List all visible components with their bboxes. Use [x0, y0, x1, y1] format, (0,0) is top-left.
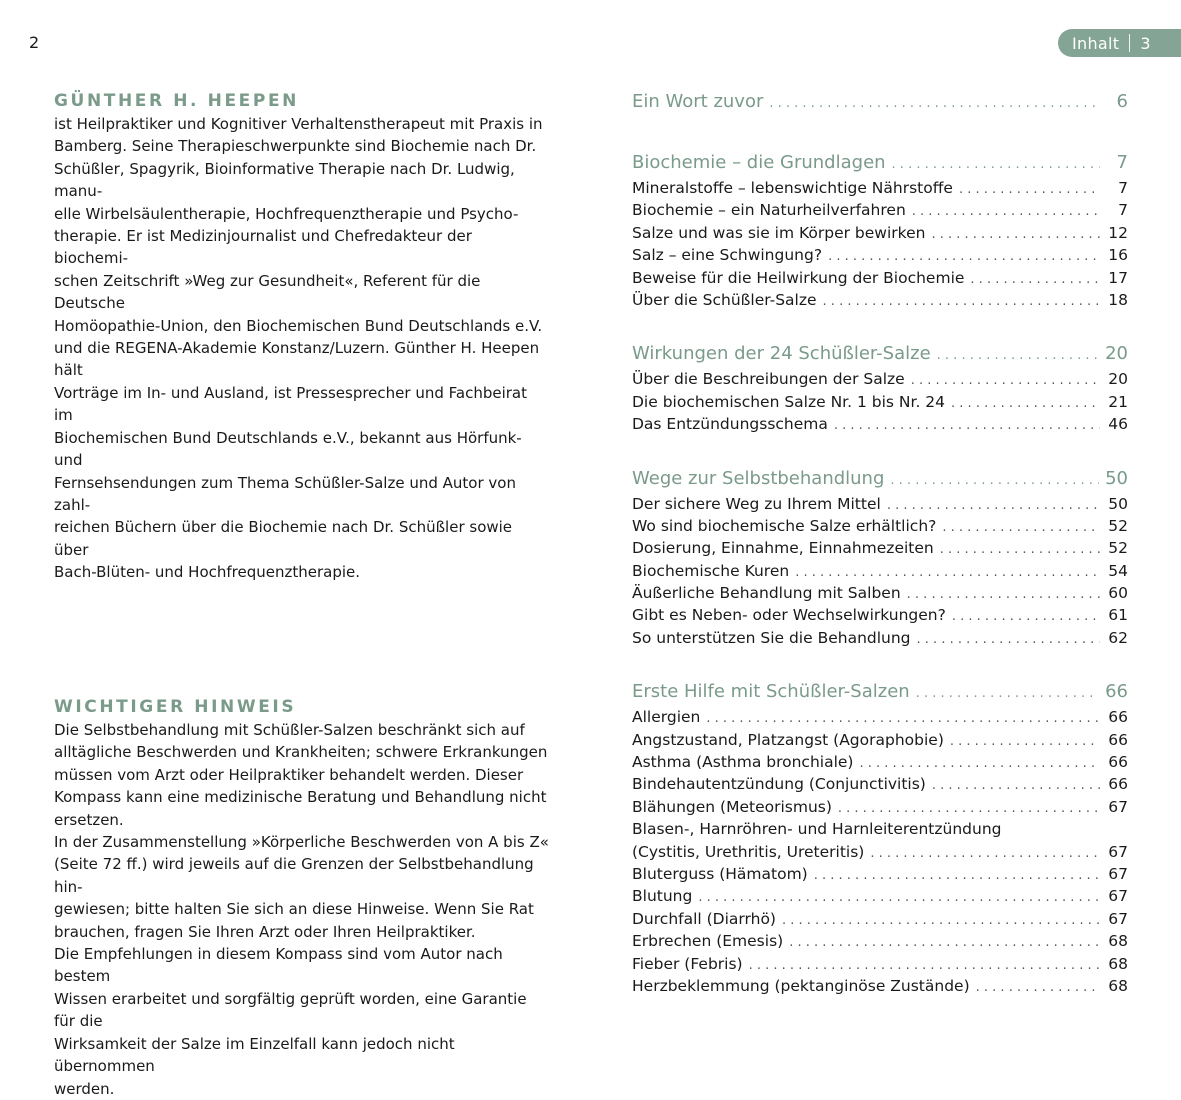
toc-section-page: 66 [1105, 681, 1128, 703]
dot-leader [834, 418, 1100, 433]
toc-item-page: 21 [1108, 392, 1128, 411]
notice-line: brauchen, fragen Sie Ihren Arzt oder Ihren Heilpraktiker. [54, 922, 476, 941]
toc-section-page: 20 [1105, 343, 1128, 365]
toc-item[interactable] [632, 606, 1128, 628]
toc-section-title: Wirkungen der 24 Schüßler-Salze [632, 343, 931, 365]
toc-item[interactable] [632, 910, 1128, 932]
toc-item-label: Allergien [632, 708, 701, 727]
author-bio-line: schen Zeitschrift »Weg zur Gesundheit«, Referent für die Deutsche [54, 271, 481, 313]
toc-item-label: Beweise für die Heilwirkung der Biochemie [632, 268, 965, 287]
toc-item-label: (Cystitis, Urethritis, Ureteritis) [632, 842, 865, 861]
author-bio-line: Bamberg. Seine Therapieschwerpunkte sind Biochemie nach Dr. [54, 137, 537, 156]
notice-line: (Seite 72 ff.) wird jeweils auf die Grenzen der Selbstbehandlung hin- [54, 855, 534, 896]
dot-leader [782, 913, 1100, 928]
toc-section-title: Wege zur Selbstbehandlung [632, 467, 885, 489]
toc-section-title: Biochemie – die Grundlagen [632, 152, 886, 173]
toc-item-label: Salz – eine Schwingung? [632, 246, 823, 265]
dot-leader [769, 96, 1100, 111]
toc-item-page: 66 [1108, 708, 1128, 727]
chapter-tab-label: Inhalt [1072, 33, 1120, 53]
dot-leader [931, 227, 1100, 242]
toc-item-page: 20 [1108, 370, 1128, 389]
toc-section[interactable] [632, 681, 1128, 708]
toc-item-label: Blutung [632, 887, 693, 906]
dot-leader [959, 182, 1100, 197]
dot-leader [950, 734, 1100, 749]
toc-item-page: 68 [1108, 932, 1128, 951]
notice-section [54, 697, 549, 1100]
dot-leader [892, 157, 1100, 172]
toc-item[interactable] [632, 291, 1128, 313]
toc-item-page: 50 [1108, 494, 1128, 513]
dot-leader [749, 958, 1100, 973]
dot-leader [828, 249, 1100, 264]
toc-item-label: Der sichere Weg zu Ihrem Mittel [632, 494, 881, 513]
toc-item[interactable] [632, 865, 1128, 887]
toc-section[interactable] [632, 152, 1128, 179]
notice-line: In der Zusammenstellung »Körperliche Beschwerden von A bis Z« [54, 833, 549, 852]
author-bio-line: Fernsehsendungen zum Thema Schüßler-Salze und Autor von zahl- [54, 473, 516, 514]
author-bio-line: elle Wirbelsäulentherapie, Hochfrequenztherapie und Psycho- [54, 204, 519, 223]
toc-item[interactable] [632, 820, 1128, 842]
dot-leader [942, 520, 1100, 535]
toc-section-title: Ein Wort zuvor [632, 91, 764, 112]
toc-item[interactable] [632, 224, 1128, 246]
toc-item[interactable] [632, 753, 1128, 775]
toc-item[interactable] [632, 393, 1128, 415]
dot-leader [823, 294, 1100, 309]
dot-leader [706, 711, 1100, 726]
toc-item-page: 46 [1108, 415, 1128, 434]
toc-item[interactable] [632, 977, 1128, 999]
toc-item-label: Salze und was sie im Körper bewirken [632, 223, 926, 242]
toc-item-label: Biochemie – ein Naturheilverfahren [632, 201, 906, 220]
dot-leader [912, 204, 1100, 219]
dot-leader [917, 632, 1100, 647]
notice-line: werden. [54, 1079, 115, 1098]
notice-line: Wirksamkeit der Salze im Einzelfall kann jedoch nicht übernommen [54, 1034, 455, 1076]
toc-item[interactable] [632, 932, 1128, 954]
toc-item-page: 66 [1108, 753, 1128, 772]
toc-item-label: Blähungen (Meteorismus) [632, 797, 832, 816]
notice-line: müssen vom Arzt oder Heilpraktiker behandelt werden. Dieser [54, 765, 524, 784]
toc-item-label: Blasen-, Harnröhren- und Harnleiterentzündung [632, 820, 1002, 839]
toc-item-page: 68 [1108, 976, 1128, 995]
toc-section[interactable] [632, 468, 1128, 495]
toc-item-label: Asthma (Asthma bronchiale) [632, 753, 854, 772]
author-bio [54, 113, 549, 584]
dot-leader [951, 396, 1100, 411]
toc-section-page: 7 [1116, 152, 1128, 173]
chapter-tab [1058, 29, 1181, 57]
toc-item-page: 66 [1108, 775, 1128, 794]
toc-item-label: Dosierung, Einnahme, Einnahmezeiten [632, 539, 934, 558]
toc-item[interactable] [632, 201, 1128, 223]
toc-item[interactable] [632, 731, 1128, 753]
toc-item-label: Mineralstoffe – lebenswichtige Nährstoffe [632, 179, 953, 197]
author-bio-line: therapie. Er ist Medizinjournalist und Chefredakteur der biochemi- [54, 227, 472, 268]
toc-item[interactable] [632, 775, 1128, 797]
toc-item[interactable] [632, 708, 1128, 730]
dot-leader [911, 373, 1100, 388]
author-bio-line: Schüßler, Spagyrik, Bioinformative Therapie nach Dr. Ludwig, manu- [54, 159, 515, 201]
toc-item-page: 7 [1118, 179, 1128, 197]
toc-item[interactable] [632, 887, 1128, 909]
dot-leader [940, 542, 1100, 557]
notice-line: Die Selbstbehandlung mit Schüßler-Salzen beschränkt sich auf [54, 721, 525, 739]
toc-item-label: Herzbeklemmung (pektanginöse Zustände) [632, 976, 970, 995]
toc-item-label: Gibt es Neben- oder Wechselwirkungen? [632, 606, 946, 625]
toc-item[interactable] [632, 415, 1128, 437]
dot-leader [789, 935, 1100, 950]
toc-item-label: Die biochemischen Salze Nr. 1 bis Nr. 24 [632, 392, 946, 411]
toc-item[interactable] [632, 955, 1128, 977]
notice-line: Wissen erarbeitet und sorgfältig geprüft worden, eine Garantie für die [54, 989, 527, 1031]
toc-item-page: 67 [1108, 887, 1128, 906]
toc-item-page: 12 [1108, 223, 1128, 242]
notice-text [54, 719, 549, 1100]
toc-section-page: 50 [1105, 467, 1128, 489]
notice-line: alltägliche Beschwerden und Krankheiten; schwere Erkrankungen [54, 743, 548, 762]
author-bio-line: Vorträge im In- und Ausland, ist Pressesprecher und Fachbeirat im [54, 383, 527, 425]
dot-leader [887, 498, 1100, 513]
toc-item-page: 17 [1108, 268, 1128, 287]
toc-item[interactable] [632, 562, 1128, 584]
toc-item-page: 52 [1108, 539, 1128, 558]
chapter-tab-divider [1129, 34, 1130, 52]
notice-line: gewiesen; bitte halten Sie sich an diese Hinweise. Wenn Sie Rat [54, 900, 534, 919]
dot-leader [795, 565, 1100, 580]
toc-item-page: 18 [1108, 290, 1128, 309]
toc-item[interactable] [632, 269, 1128, 291]
toc-item-label: Äußerliche Behandlung mit Salben [632, 584, 901, 603]
dot-leader [814, 868, 1100, 883]
toc-item[interactable] [632, 179, 1128, 201]
toc-item-page: 54 [1108, 561, 1128, 580]
toc-item-label: Bluterguss (Hämatom) [632, 864, 808, 883]
toc-item-label: Fieber (Febris) [632, 954, 743, 973]
toc-item-page: 61 [1108, 606, 1128, 625]
toc-item[interactable] [632, 495, 1128, 517]
toc-item-page: 16 [1108, 246, 1128, 265]
author-bio-line: ist Heilpraktiker und Kognitiver Verhaltenstherapeut mit Praxis in [54, 115, 543, 133]
author-bio-line: und die REGENA-Akademie Konstanz/Luzern. Günther H. Heepen hält [54, 339, 540, 380]
author-bio-line: Bach-Blüten- und Hochfrequenztherapie. [54, 563, 361, 582]
dot-leader [838, 801, 1100, 816]
dot-leader [932, 778, 1100, 793]
toc-item-page: 62 [1108, 628, 1128, 647]
toc-item-page: 66 [1108, 730, 1128, 749]
toc-item[interactable] [632, 798, 1128, 820]
author-bio-line: Homöopathie-Union, den Biochemischen Bund Deutschlands e.V. [54, 316, 543, 335]
table-of-contents [632, 91, 1128, 999]
dot-leader [937, 348, 1099, 363]
toc-item-label: Angstzustand, Platzangst (Agoraphobie) [632, 730, 944, 749]
toc-section-title: Erste Hilfe mit Schüßler-Salzen [632, 681, 910, 703]
author-section [54, 91, 549, 584]
author-bio-line: Biochemischen Bund Deutschlands e.V., bekannt aus Hörfunk- und [54, 428, 522, 470]
toc-item-page: 60 [1108, 584, 1128, 603]
toc-item-page: 52 [1108, 516, 1128, 535]
toc-item-label: So unterstützen Sie die Behandlung [632, 628, 911, 647]
toc-item-page: 7 [1118, 201, 1128, 220]
notice-line: Die Empfehlungen in diesem Kompass sind vom Autor nach bestem [54, 945, 503, 986]
toc-item-label: Biochemische Kuren [632, 561, 790, 580]
notice-line: ersetzen. [54, 810, 124, 829]
toc-item-label: Bindehautentzündung (Conjunctivitis) [632, 775, 926, 794]
toc-item[interactable] [632, 539, 1128, 561]
toc-item-continued[interactable] [632, 843, 1128, 865]
toc-item-label: Das Entzündungsschema [632, 415, 828, 434]
toc-item-label: Durchfall (Diarrhö) [632, 909, 776, 928]
dot-leader [870, 846, 1100, 861]
toc-item-page: 68 [1108, 954, 1128, 973]
toc-item[interactable] [632, 629, 1128, 651]
dot-leader [890, 473, 1099, 488]
dot-leader [976, 980, 1100, 995]
page-number-right: 3 [1140, 33, 1151, 53]
toc-item-label: Über die Schüßler-Salze [632, 290, 817, 309]
toc-section[interactable] [632, 343, 1128, 370]
dot-leader [952, 609, 1100, 624]
notice-line: Kompass kann eine medizinische Beratung und Behandlung nicht [54, 788, 547, 807]
toc-item-page: 67 [1108, 842, 1128, 861]
dot-leader [916, 686, 1099, 701]
toc-item-label: Wo sind biochemische Salze erhältlich? [632, 516, 937, 535]
page-number-left: 2 [29, 33, 40, 52]
dot-leader [859, 756, 1100, 771]
dot-leader [698, 890, 1100, 905]
toc-item[interactable] [632, 246, 1128, 268]
dot-leader [907, 587, 1100, 602]
toc-item[interactable] [632, 517, 1128, 539]
toc-item[interactable] [632, 370, 1128, 392]
author-bio-line: reichen Büchern über die Biochemie nach Dr. Schüßler sowie über [54, 518, 513, 559]
dot-leader [970, 272, 1100, 287]
toc-item-label: Über die Beschreibungen der Salze [632, 370, 905, 389]
toc-section-page: 6 [1116, 91, 1128, 112]
toc-item-label: Erbrechen (Emesis) [632, 932, 784, 951]
toc-item-page: 67 [1108, 909, 1128, 928]
toc-item-page: 67 [1108, 864, 1128, 883]
notice-heading: WICHTIGER HINWEIS [54, 697, 297, 717]
toc-item-page: 67 [1108, 797, 1128, 816]
toc-item[interactable] [632, 584, 1128, 606]
toc-section[interactable] [632, 91, 1128, 118]
author-heading: GÜNTHER H. HEEPEN [54, 91, 299, 111]
